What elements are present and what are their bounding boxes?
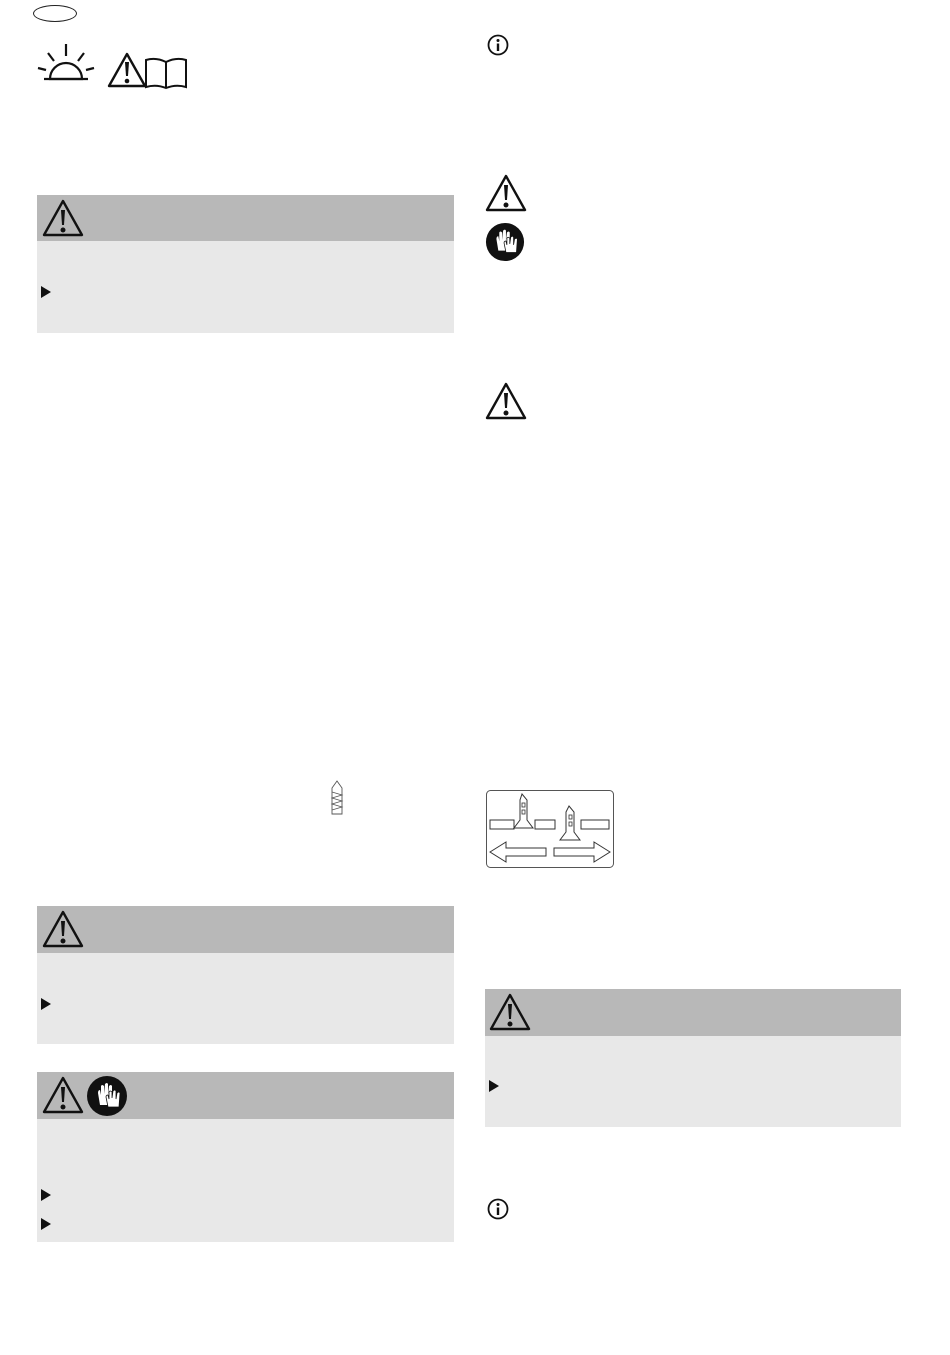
warning-triangle-icon xyxy=(42,199,84,237)
warning-box-header xyxy=(37,195,454,241)
warning-box xyxy=(37,1072,454,1242)
warning-box xyxy=(485,989,901,1127)
gloves-icon xyxy=(485,222,525,262)
warning-triangle-icon xyxy=(42,1076,84,1114)
warning-box xyxy=(37,906,454,1044)
info-icon xyxy=(487,1198,509,1220)
bullet-marker xyxy=(41,1218,51,1230)
warning-triangle-icon xyxy=(42,910,84,948)
bullet-marker xyxy=(489,1080,499,1092)
warning-triangle-icon xyxy=(489,993,531,1031)
warning-box xyxy=(37,195,454,333)
warning-box-header xyxy=(37,1072,454,1119)
gloves-icon xyxy=(86,1075,128,1117)
info-icon xyxy=(487,34,509,56)
warning-triangle-icon xyxy=(485,174,527,212)
warning-box-header xyxy=(37,906,454,953)
book-icon xyxy=(144,56,188,90)
bullet-marker xyxy=(41,286,51,298)
blade-direction-diagram xyxy=(486,790,614,868)
warning-triangle-icon xyxy=(485,382,527,420)
language-badge xyxy=(33,5,77,22)
warning-triangle-icon xyxy=(107,52,147,88)
warning-box-header xyxy=(485,989,901,1036)
bullet-marker xyxy=(41,1189,51,1201)
bullet-marker xyxy=(41,998,51,1010)
jigsaw-blade-icon xyxy=(330,780,344,816)
sun-icon xyxy=(36,42,98,84)
